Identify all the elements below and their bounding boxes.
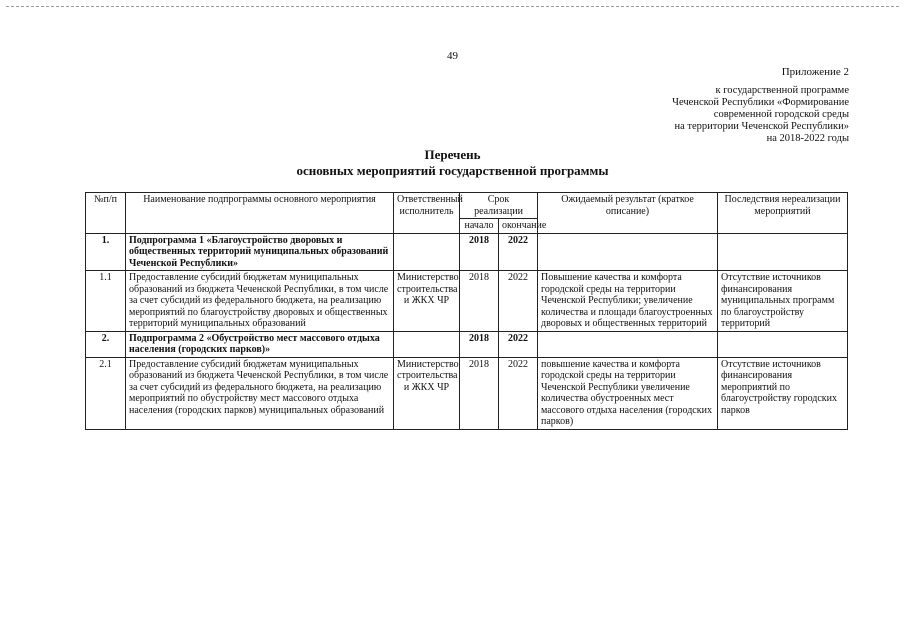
table-header-row (86, 193, 848, 219)
table-row-subprogram (86, 233, 848, 271)
row-start: 2018 (460, 357, 499, 429)
appendix-line: Чеченской Республики «Формирование (672, 97, 849, 108)
row-result (538, 331, 718, 357)
table-row (86, 357, 848, 429)
row-responsible: Министерство строительства и ЖКХ ЧР (394, 271, 460, 332)
row-responsible: Министерство строительства и ЖКХ ЧР (394, 357, 460, 429)
row-start: 2018 (460, 233, 499, 271)
row-name: Предоставление субсидий бюджетам муниципальных образований из бюджета Чеченской Республики, в том числе за счет субсидий из федерального бюджета, на реализацию мероприятий по обустройству мест массового отдыха населения (городских парков) муниципальных образований (126, 357, 394, 429)
heading-line-2: основных мероприятий государственной программы (296, 163, 609, 178)
row-start: 2018 (460, 271, 499, 332)
appendix-line: к государственной программе (715, 85, 849, 96)
appendix-reference (672, 85, 849, 145)
appendix-line: на территории Чеченской Республики» (674, 121, 849, 132)
header-activity-name: Наименование подпрограммы основного мероприятия (126, 193, 394, 234)
row-result (538, 233, 718, 271)
row-end: 2022 (499, 271, 538, 332)
table-row (86, 271, 848, 332)
document-heading (0, 147, 905, 179)
heading-line-1: Перечень (424, 147, 481, 162)
appendix-line: современной городской среды (713, 109, 849, 120)
table-row-subprogram (86, 331, 848, 357)
activities-table (85, 192, 848, 430)
row-responsible (394, 331, 460, 357)
row-start: 2018 (460, 331, 499, 357)
row-number: 1.1 (86, 271, 126, 332)
header-term: Срок реализации (460, 193, 538, 219)
header-end: окончание (499, 219, 538, 234)
page-number: 49 (447, 50, 458, 62)
scan-edge-line (6, 6, 899, 7)
row-consequences: Отсутствие источников финансирования муниципальных программ по благоустройству территорий (718, 271, 848, 332)
appendix-line: на 2018-2022 годы (766, 133, 849, 144)
row-end: 2022 (499, 357, 538, 429)
row-name: Подпрограмма 1 «Благоустройство дворовых и общественных территорий муниципальных образований Чеченской Республики» (126, 233, 394, 271)
header-responsible: Ответственный исполнитель (394, 193, 460, 234)
row-name: Предоставление субсидий бюджетам муниципальных образований из бюджета Чеченской Республики, в том числе за счет субсидий из федерального бюджета, на реализацию мероприятий по благоустройству дворовых и общественных территорий муниципальных образований (126, 271, 394, 332)
row-consequences (718, 331, 848, 357)
row-responsible (394, 233, 460, 271)
header-number: №п/п (86, 193, 126, 234)
appendix-title: Приложение 2 (781, 66, 849, 78)
row-number: 2.1 (86, 357, 126, 429)
header-start: начало (460, 219, 499, 234)
row-consequences (718, 233, 848, 271)
header-consequences: Последствия нереализации мероприятий (718, 193, 848, 234)
row-name: Подпрограмма 2 «Обустройство мест массового отдыха населения (городских парков)» (126, 331, 394, 357)
row-end: 2022 (499, 233, 538, 271)
row-number: 1. (86, 233, 126, 271)
row-result: повышение качества и комфорта городской среды на территории Чеченской Республики увеличение количества обустроенных мест массового отдыха населения (городских парков) (538, 357, 718, 429)
row-result: Повышение качества и комфорта городской среды на территории Чеченской Республики; увеличение количества и площади благоустроенных дворовых и общественных территорий (538, 271, 718, 332)
row-consequences: Отсутствие источников финансирования мероприятий по благоустройству городских парков (718, 357, 848, 429)
header-expected-result: Ожидаемый результат (краткое описание) (538, 193, 718, 234)
row-end: 2022 (499, 331, 538, 357)
row-number: 2. (86, 331, 126, 357)
